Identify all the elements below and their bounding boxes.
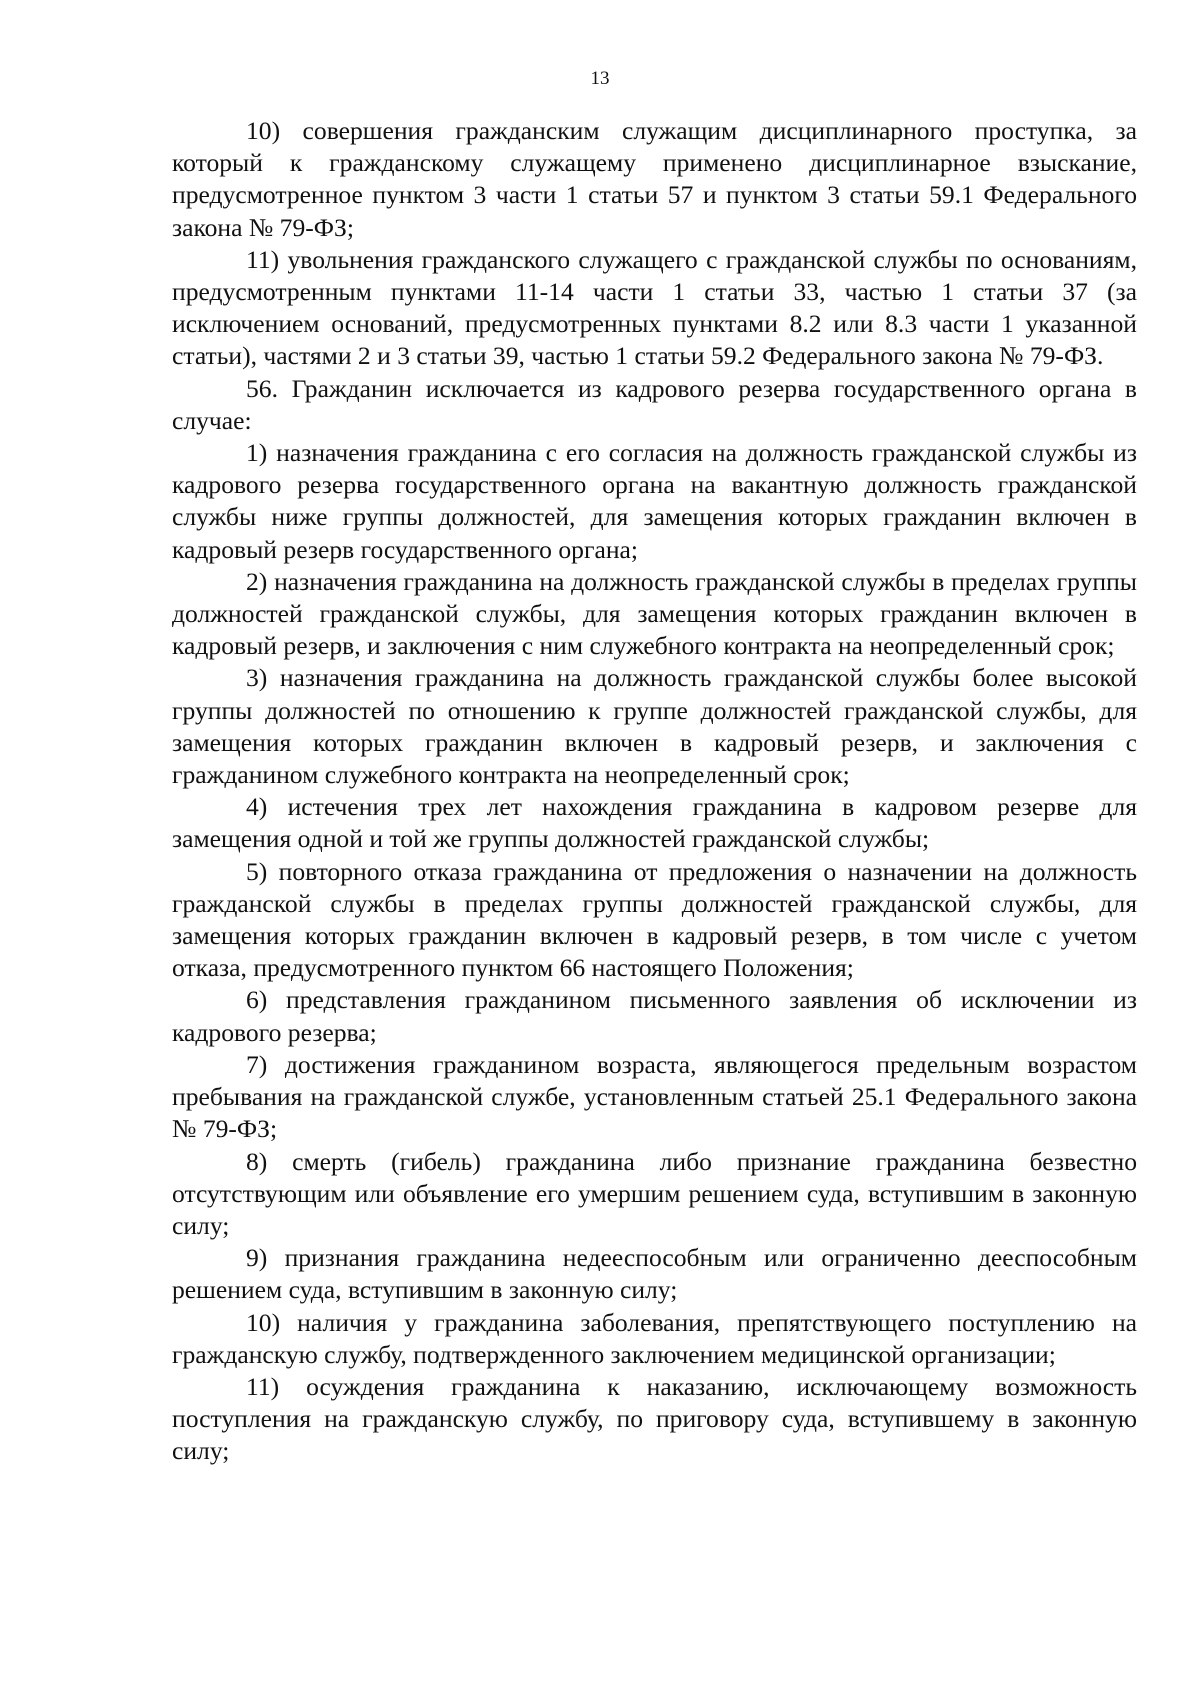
- list-item-5: 5) повторного отказа гражданина от предложения о назначении на должность гражданской службы в пределах группы должностей гражданской службы, для замещения которых гражданин включен в кадровый резерв, в том числе с учетом отказа, предусмотренного пунктом 66 настоящего Положения;: [172, 856, 1137, 983]
- list-item-4: 4) истечения трех лет нахождения гражданина в кадровом резерве для замещения одной и той же группы должностей гражданской службы;: [172, 792, 1137, 854]
- list-item-3: 3) назначения гражданина на должность гражданской службы более высокой группы должностей по отношению к группе должностей гражданской службы, для замещения которых гражданин включен в кадровый резерв, и заключения с гражданином служебного контракта на неопределенный срок;: [172, 663, 1137, 790]
- list-item-6: 6) представления гражданином письменного заявления об исключении из кадрового резерва;: [172, 985, 1137, 1047]
- list-item-11: 11) осуждения гражданина к наказанию, исключающему возможность поступления на гражданскую службу, по приговору суда, вступившему в законную силу;: [172, 1371, 1137, 1466]
- list-item-9: 9) признания гражданина недееспособным или ограниченно дееспособным решением суда, вступившим в законную силу;: [172, 1243, 1137, 1305]
- list-item-8: 8) смерть (гибель) гражданина либо признание гражданина безвестно отсутствующим или объявление его умершим решением суда, вступившим в законную силу;: [172, 1146, 1137, 1240]
- list-item-10: 10) наличия у гражданина заболевания, препятствующего поступлению на гражданскую службу, подтвержденного заключением медицинской организации;: [172, 1307, 1137, 1369]
- page-number: 13: [590, 68, 610, 89]
- list-item-2: 2) назначения гражданина на должность гражданской службы в пределах группы должностей гражданской службы, для замещения которых гражданин включен в кадровый резерв, и заключения с ним служебного контракта на неопределенный срок;: [172, 566, 1137, 661]
- paragraph-10-disciplinary: 10) совершения гражданским служащим дисциплинарного проступка, за который к гражданскому служащему применено дисциплинарное взыскание, предусмотренное пунктом 3 части 1 статьи 57 и пунктом 3 статьи 59.1 Федерального закона № 79-ФЗ;: [172, 116, 1137, 242]
- list-item-1: 1) назначения гражданина с его согласия на должность гражданской службы из кадрового резерва государственного органа на вакантную должность гражданской службы ниже группы должностей, для замещения которых гражданин включен в кадровый резерв государственного органа;: [172, 438, 1137, 564]
- list-item-7: 7) достижения гражданином возраста, являющегося предельным возрастом пребывания на гражданской службе, установленным статьей 25.1 Федерального закона № 79-ФЗ;: [172, 1049, 1137, 1144]
- paragraph-56-heading: 56. Гражданин исключается из кадрового резерва государственного органа в случае:: [172, 373, 1137, 435]
- document-body: [172, 115, 1137, 1468]
- paragraph-11-dismissal: 11) увольнения гражданского служащего с гражданской службы по основаниям, предусмотренным пунктами 11-14 части 1 статьи 33, частью 1 статьи 37 (за исключением оснований, предусмотренных пунктами 8.2 или 8.3 части 1 указанной статьи), частями 2 и 3 статьи 39, частью 1 статьи 59.2 Федерального закона № 79-ФЗ.: [172, 244, 1137, 371]
